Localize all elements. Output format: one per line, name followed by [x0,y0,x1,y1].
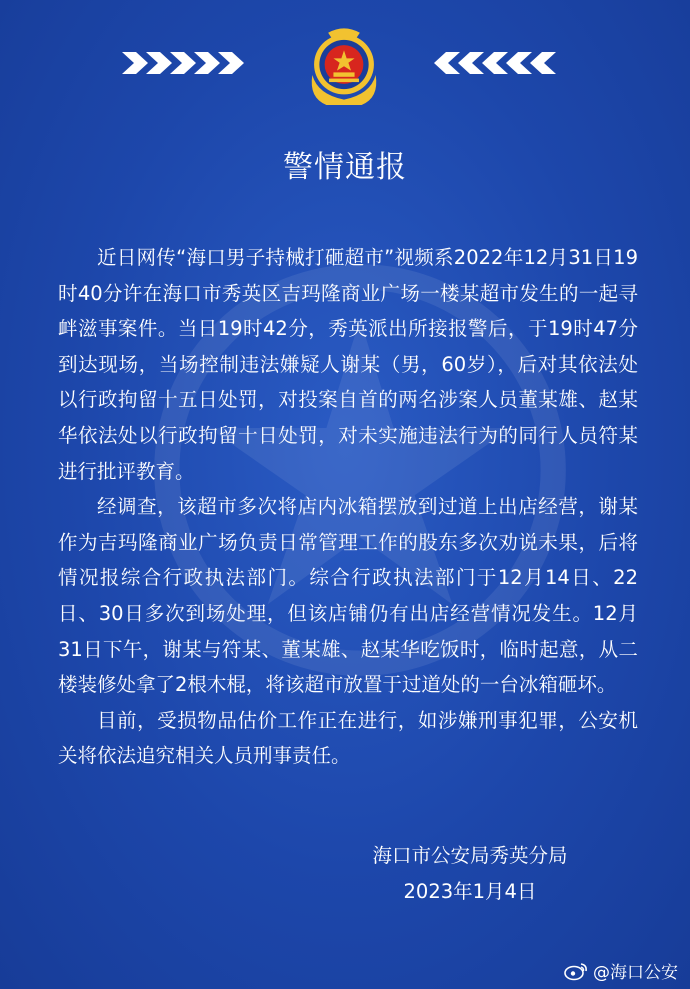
right-chevron-arrows [418,48,568,78]
paragraph-1: 近日网传“海口男子持械打砸超市”视频系2022年12月31日19时40分许在海口市秀英区吉玛隆商业广场一楼某超市发生的一起寻衅滋事案件。当日19时42分，秀英派出所接报警后，于19时47分到达现场，当场控制违法嫌疑人谢某（男，60岁），后对其依法处以行政拘留十五日处罚，对投案自首的两名涉案人员董某雄、赵某华依法处以行政拘留十日处罚，对未实施违法行为的同行人员符某进行批评教育。 [58,246,638,483]
weibo-watermark [563,958,678,983]
notice-body [58,240,638,774]
issuer-name: 海口市公安局秀英分局 [372,844,568,867]
paragraph-2: 经调查，该超市多次将店内冰箱摆放到过道上出店经营，谢某作为吉玛隆商业广场负责日常管理工作的股东多次劝说未果，后将情况报综合行政执法部门。综合行政执法部门于12月14日、22日、30日多次到场处理，但该店铺仍有出店经营情况发生。12月31日下午，谢某与符某、董某雄、赵某华吃饭时，临时起意，从二楼装修处拿了2根木棍，将该超市放置于过道处的一台冰箱砸坏。 [58,495,638,697]
notice-title: 警情通报 [283,150,407,185]
weibo-icon [563,961,589,981]
left-chevron-arrows [122,48,272,78]
weibo-handle: @海口公安 [593,963,678,983]
issue-date: 2023年1月4日 [403,880,537,903]
police-emblem-icon [300,24,388,112]
paragraph-3: 目前，受损物品估价工作正在进行，如涉嫌刑事犯罪，公安机关将依法追究相关人员刑事责任。 [58,708,638,768]
